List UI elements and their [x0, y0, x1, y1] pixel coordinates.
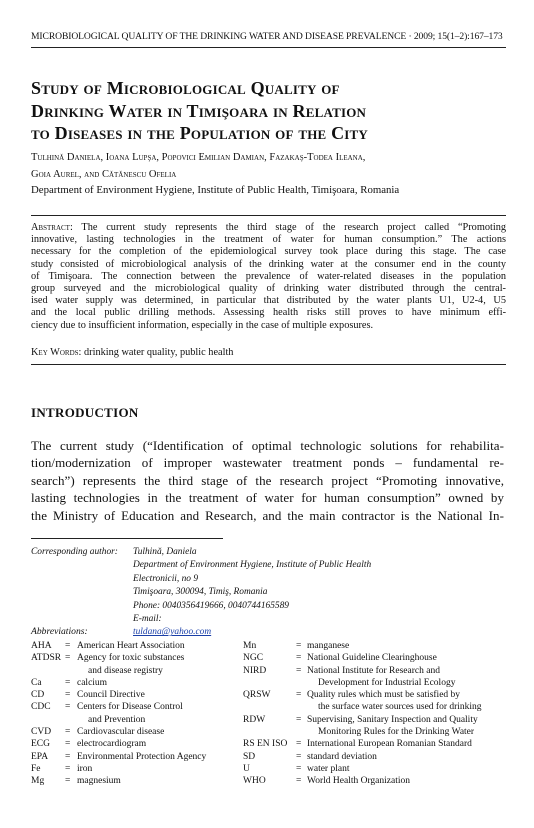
definition-line: Quality rules which must be satisfied by: [307, 690, 461, 701]
abbreviation-term: WHO: [243, 776, 266, 787]
address-line: Timişoara, 300094, Timiş, Romania: [133, 587, 268, 598]
abbreviation-definition: [77, 677, 107, 689]
abbreviation-term: NGC: [243, 653, 264, 664]
abbreviation-term: Ca: [31, 677, 42, 688]
definition-line: and disease registry: [88, 665, 163, 676]
title-line: Study of Microbiological Quality of: [31, 78, 340, 98]
abbreviation-definition: [307, 640, 349, 652]
abbreviation-entry: [243, 689, 513, 714]
intro-line: search”) represents the third stage of the research project “Promoting innovative,: [31, 472, 504, 488]
title-line: to Diseases in the Population of the City: [31, 123, 369, 143]
keywords: [31, 347, 506, 358]
address-line: Department of Environment Hygiene, Institute of Public Health: [133, 560, 372, 571]
abbreviation-definition: [307, 775, 410, 787]
abbreviation-entry: [243, 751, 513, 763]
definition-line: Supervising, Sanitary Inspection and Quality: [307, 714, 478, 725]
keywords-text: drinking water quality, public health: [84, 347, 234, 358]
abstract-line: [31, 222, 506, 234]
definition-line: standard deviation: [307, 751, 377, 762]
abbreviation-entry: [31, 689, 241, 701]
abstract-top-rule: [31, 215, 506, 216]
introduction-body: [31, 437, 504, 524]
abbreviation-entry: [31, 677, 241, 689]
section-heading: INTRODUCTION: [31, 405, 139, 420]
definition-line: magnesium: [77, 776, 121, 787]
abbreviation-definition: [77, 652, 184, 677]
abbreviation-definition: [307, 714, 478, 739]
abstract-line: innovative, lasting technologies in the treatment of water for human consumption.” The actions: [31, 234, 506, 246]
authors-line: Goia Aurel, and Cătănescu Ofelia: [31, 169, 177, 180]
equals-sign: =: [65, 702, 71, 713]
abbreviation-entry: [243, 775, 513, 787]
abstract-line: and the local public drilling methods. Assessing health risks still proves to have minimum effi-: [31, 307, 506, 319]
equals-sign: =: [296, 714, 302, 725]
definition-line: water plant: [307, 763, 350, 774]
abbreviation-term: ECG: [31, 739, 50, 750]
abbreviations-heading: Abbreviations:: [31, 626, 88, 637]
equals-sign: =: [296, 665, 302, 676]
abbreviation-entry: [243, 714, 513, 739]
equals-sign: =: [65, 677, 71, 688]
abbreviation-definition: [307, 652, 437, 664]
definition-line: calcium: [77, 677, 108, 688]
author-list: [31, 149, 506, 183]
authors-line: Tulhină Daniela, Ioana Lupşa, Popovici Emilian Damian, Fazakaş-Todea Ileana,: [31, 152, 366, 163]
equals-sign: =: [296, 653, 302, 664]
equals-sign: =: [296, 763, 302, 774]
equals-sign: =: [65, 739, 71, 750]
affiliation: Department of Environment Hygiene, Institute of Public Health, Timişoara, Romania: [31, 184, 400, 196]
definition-line: Centers for Disease Control: [77, 702, 183, 713]
abbreviation-entry: [243, 652, 513, 664]
running-head: MICROBIOLOGICAL QUALITY OF THE DRINKING WATER AND DISEASE PREVALENCE · 2009; 15(1–2):167–173: [31, 31, 503, 42]
keywords-label: Key Words:: [31, 347, 82, 358]
abbreviation-definition: [307, 751, 377, 763]
abbreviation-definition: [307, 689, 482, 714]
abbreviation-definition: [77, 775, 121, 787]
abbreviation-definition: [77, 738, 146, 750]
abbreviation-definition: [77, 763, 92, 775]
abbreviation-term: Fe: [31, 763, 41, 774]
equals-sign: =: [65, 727, 71, 738]
definition-line: Council Directive: [77, 690, 145, 701]
abstract-line: ciency due to insufficient information, especially in the case of multiple exposures.: [31, 319, 374, 331]
abbreviation-term: RDW: [243, 714, 266, 725]
corresponding-address: [133, 559, 371, 639]
definition-line: manganese: [307, 641, 350, 651]
email-line: [133, 613, 371, 640]
equals-sign: =: [65, 751, 71, 762]
abbreviation-entry: [31, 775, 241, 787]
equals-sign: =: [65, 641, 71, 651]
abbreviation-term: U: [243, 763, 250, 774]
title-line: Drinking Water in Timişoara in Relation: [31, 100, 367, 121]
abbreviation-term: Mn: [243, 641, 257, 651]
abbreviation-entry: [31, 652, 241, 677]
address-line: Electronicii, no 9: [133, 573, 199, 584]
abbreviation-entry: [243, 640, 513, 652]
abstract-line: necessary for the completion of the epidemiological survey took place during this stage. The case: [31, 246, 506, 258]
footnote-rule: [31, 538, 223, 539]
definition-line: Development for Industrial Ecology: [318, 677, 456, 688]
abbreviation-entry: [31, 751, 241, 763]
abbreviation-entry: [31, 726, 241, 738]
header-rule: [31, 47, 506, 48]
abbreviation-term: SD: [243, 751, 256, 762]
abbreviation-entry: [31, 763, 241, 775]
abstract: [31, 222, 506, 332]
keywords-rule: [31, 364, 506, 365]
definition-line: Agency for toxic substances: [77, 653, 185, 664]
equals-sign: =: [65, 776, 71, 787]
email-link[interactable]: tuldana@yahoo.com: [133, 627, 212, 638]
address-line: Phone: 0040356419666, 0040744165589: [133, 600, 289, 611]
definition-line: iron: [77, 763, 93, 774]
definition-line: National Institute for Research and: [307, 665, 440, 676]
definition-line: and Prevention: [88, 714, 146, 725]
abbreviation-definition: [307, 763, 349, 775]
definition-line: National Guideline Clearinghouse: [307, 653, 437, 664]
abbreviation-term: RS EN ISO: [243, 739, 288, 750]
equals-sign: =: [65, 690, 71, 701]
intro-line: the Ministry of Education and Research, and the main contractor is the National In-: [31, 507, 504, 523]
definition-line: International European Romanian Standard: [307, 739, 472, 750]
definition-line: American Heart Association: [77, 641, 185, 651]
definition-line: World Health Organization: [307, 776, 411, 787]
equals-sign: =: [296, 739, 302, 750]
abstract-line: study consisted of microbiological analysis of the drinking water at the consumer end in the county: [31, 258, 506, 270]
abbreviations-right-column: [243, 640, 513, 788]
abbreviation-term: QRSW: [243, 690, 271, 701]
corresponding-name: Tulhină, Daniela: [133, 547, 197, 557]
abstract-label: Abstract:: [31, 222, 73, 233]
definition-line: the surface water sources used for drinking: [318, 702, 482, 713]
abbreviations-left-column: [31, 640, 241, 788]
definition-line: Monitoring Rules for the Drinking Water: [318, 727, 475, 738]
equals-sign: =: [296, 776, 302, 787]
abbreviation-definition: [307, 665, 455, 690]
abbreviation-term: CD: [31, 690, 45, 701]
abbreviation-definition: [77, 689, 145, 701]
email-label: E-mail:: [133, 614, 162, 625]
abbreviation-entry: [243, 763, 513, 775]
abbreviation-term: Mg: [31, 776, 45, 787]
abstract-line: group surveyed and the microbiological quality of drinking water distributed through the central-: [31, 283, 506, 295]
abbreviation-entry: [31, 640, 241, 652]
equals-sign: =: [296, 751, 302, 762]
abstract-text: The current study represents the third stage of the research project called “Promoting: [81, 222, 506, 233]
abbreviation-definition: [77, 726, 164, 738]
corresponding-label: Corresponding author:: [31, 547, 118, 557]
equals-sign: =: [296, 641, 302, 651]
article-title: [31, 77, 506, 145]
abbreviation-term: CVD: [31, 727, 52, 738]
abbreviation-definition: [77, 701, 183, 726]
abstract-line: ised water supply was determined, in particular that distributed by the water plants U1, U2-4, U5: [31, 295, 506, 307]
abbreviation-term: ATDSR: [31, 653, 62, 664]
abbreviation-term: NIRD: [243, 665, 267, 676]
abbreviation-entry: [243, 665, 513, 690]
abbreviation-term: CDC: [31, 702, 51, 713]
abbreviation-definition: [77, 640, 185, 652]
abbreviation-definition: [77, 751, 206, 763]
definition-line: Cardiovascular disease: [77, 727, 165, 738]
intro-line: The current study (“Identification of optimal technologic solutions for rehabilita-: [31, 438, 504, 453]
abbreviation-term: EPA: [31, 751, 49, 762]
equals-sign: =: [65, 763, 71, 774]
abstract-line: of Timişoara. The connection between the prevalence of water-related diseases in the population: [31, 270, 506, 282]
abbreviation-entry: [31, 738, 241, 750]
definition-line: Environmental Protection Agency: [77, 751, 207, 762]
abbreviation-entry: [31, 701, 241, 726]
abbreviation-term: AHA: [31, 641, 52, 651]
abbreviation-definition: [307, 738, 472, 750]
intro-line: tion/modernization of improper wastewater treatment ponds – fundamental re-: [31, 455, 504, 471]
equals-sign: =: [296, 690, 302, 701]
abbreviation-entry: [243, 738, 513, 750]
equals-sign: =: [65, 653, 71, 664]
intro-line: lasting technologies in the treatment of water for human consumption” owned by: [31, 490, 504, 506]
definition-line: electrocardiogram: [77, 739, 147, 750]
